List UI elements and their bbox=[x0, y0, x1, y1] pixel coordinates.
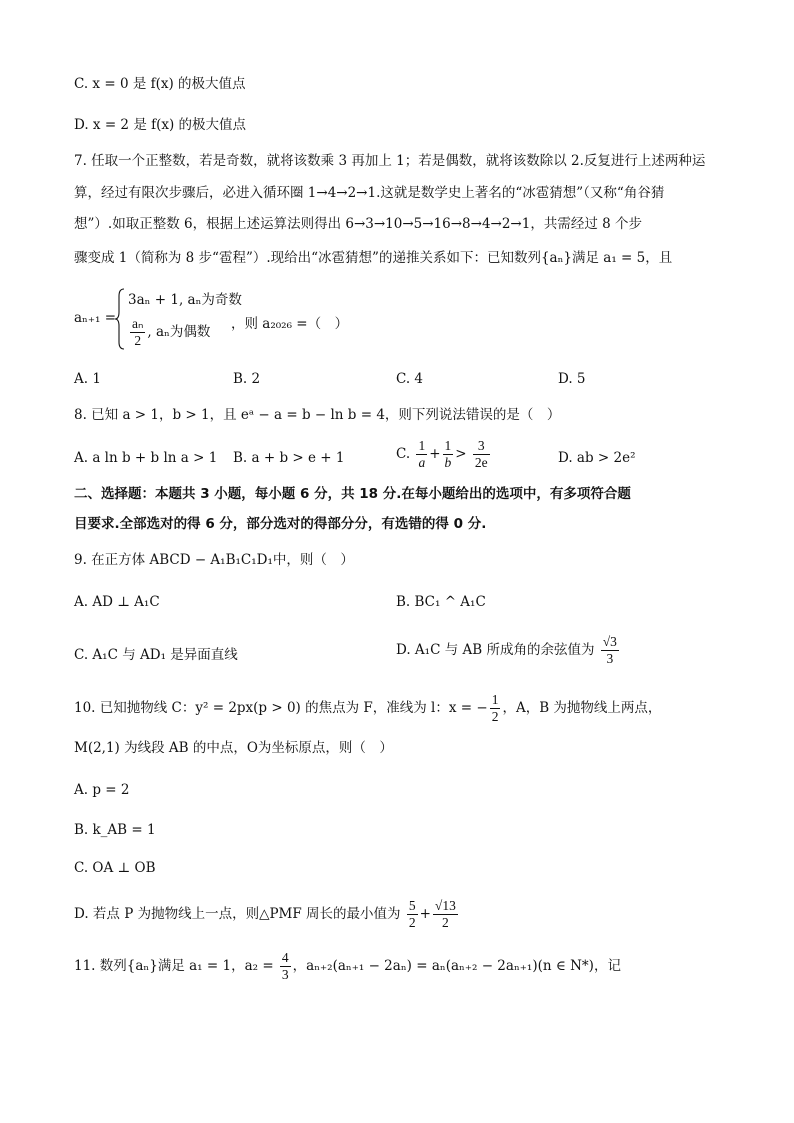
q8-option-a: A. a ln b + b ln a > 1 bbox=[74, 450, 218, 466]
q7-stem-line3: 想”）.如取正整数 6，根据上述运算法则得出 6→3→10→5→16→8→4→2→1，共需经过 8 个步 bbox=[74, 216, 643, 232]
q7-case-even-den: 2 bbox=[134, 333, 142, 348]
q9-option-d-den: 3 bbox=[606, 651, 614, 666]
q11-stem-b: ，aₙ₊₂(aₙ₊₁ − 2aₙ) = aₙ(aₙ₊₂ − 2aₙ₊₁)(n ∈ N*)，记 bbox=[292, 958, 621, 974]
q10-stem-line2: M(2,1) 为线段 AB 的中点，O为坐标原点，则（ ） bbox=[74, 740, 393, 756]
q10-stem-a: 10. 已知抛物线 C：y² = 2px(p > 0) 的焦点为 F，准线为 l：x = − bbox=[74, 700, 488, 716]
q10-option-a: A. p = 2 bbox=[74, 782, 130, 798]
q9-option-d bbox=[396, 634, 621, 667]
q6-option-c: C. x = 0 是 f(x) 的极大值点 bbox=[74, 76, 246, 92]
q8-option-d: D. ab > 2e² bbox=[558, 450, 636, 466]
q9-option-c: C. A₁C 与 AD₁ 是异面直线 bbox=[74, 647, 238, 663]
q6-option-d: D. x = 2 是 f(x) 的极大值点 bbox=[74, 117, 247, 133]
q7-recurrence-lhs: aₙ₊₁ = bbox=[74, 310, 117, 326]
q10-d-frac1-num: 5 bbox=[408, 898, 416, 913]
q7-case-even-num: aₙ bbox=[132, 316, 144, 331]
q8-stem: 8. 已知 a > 1，b > 1，且 eᵃ − a = b − ln b = 4，则下列说法错误的是（ ） bbox=[74, 407, 561, 423]
q7-stem-line2: 算，经过有限次步骤后，必进入循环圈 1→4→2→1.这就是数学史上著名的“冰雹猜想”（又称“角谷猜 bbox=[74, 185, 665, 201]
q11-stem bbox=[74, 950, 621, 983]
q10-stem-den: 2 bbox=[491, 709, 499, 724]
q7-stem-line1: 7. 任取一个正整数，若是奇数，就将该数乘 3 再加上 1；若是偶数，就将该数除以 2.反复进行上述两种运 bbox=[74, 153, 706, 169]
q8-option-c-label: C. bbox=[396, 446, 411, 462]
q10-option-b: B. k_AB = 1 bbox=[74, 822, 156, 838]
q10-stem-b: ，A，B 为抛物线上两点， bbox=[502, 700, 662, 716]
q10-stem-line1 bbox=[74, 692, 661, 725]
q9-option-b: B. BC₁ ^ A₁C bbox=[396, 594, 486, 610]
q8-option-b: B. a + b > e + 1 bbox=[233, 450, 345, 466]
q10-d-frac1-den: 2 bbox=[408, 915, 416, 930]
q7-option-b: B. 2 bbox=[233, 371, 261, 387]
q7-case-even-text: , aₙ为偶数 bbox=[147, 324, 211, 340]
q7-option-c: C. 4 bbox=[396, 371, 424, 387]
q9-option-a: A. AD ⊥ A₁C bbox=[74, 594, 160, 610]
q7-option-a: A. 1 bbox=[74, 371, 101, 387]
q9-option-d-num: √3 bbox=[602, 634, 617, 649]
q9-stem: 9. 在正方体 ABCD − A₁B₁C₁D₁中，则（ ） bbox=[74, 552, 354, 568]
left-brace-icon bbox=[115, 288, 125, 350]
q11-stem-a: 11. 数列{aₙ}满足 a₁ = 1，a₂ = bbox=[74, 958, 278, 974]
q10-option-d-text: D. 若点 P 为抛物线上一点，则△PMF 周长的最小值为 bbox=[74, 906, 401, 922]
q11-den: 3 bbox=[281, 967, 289, 982]
section-heading-line1: 二、选择题：本题共 3 小题，每小题 6 分，共 18 分.在每小题给出的选项中，有多项符合题 bbox=[74, 486, 631, 502]
q10-option-c: C. OA ⊥ OB bbox=[74, 860, 156, 876]
q10-d-plus: + bbox=[419, 906, 431, 922]
q10-d-frac2-num: √13 bbox=[434, 898, 456, 913]
q10-stem-num: 1 bbox=[491, 692, 499, 707]
section-heading-line2: 目要求.全部选对的得 6 分，部分选对的得部分分，有选错的得 0 分. bbox=[74, 516, 487, 532]
q9-option-d-text: D. A₁C 与 AB 所成角的余弦值为 bbox=[396, 642, 595, 658]
q8-option-c-rel: > bbox=[455, 446, 471, 462]
q10-d-frac2-den: 2 bbox=[441, 915, 449, 930]
q7-stem-line4: 骤变成 1（简称为 8 步“雹程”）.现给出“冰雹猜想”的递推关系如下：已知数列{aₙ}满足 a₁ = 5，且 bbox=[74, 250, 673, 266]
q7-ask: ，则 a₂₀₂₆ =（ ） bbox=[231, 316, 349, 332]
q7-case-odd: 3aₙ + 1, aₙ为奇数 bbox=[128, 292, 242, 308]
q7-case-even bbox=[128, 316, 210, 349]
q11-num: 4 bbox=[281, 950, 289, 965]
q10-option-d bbox=[74, 898, 460, 931]
q8-option-c: C. $\frac{1}{a}$ + $\frac{1}{b}$ > $\frac{3}{2e}$ bbox=[396, 438, 488, 470]
q7-option-d: D. 5 bbox=[558, 371, 586, 387]
